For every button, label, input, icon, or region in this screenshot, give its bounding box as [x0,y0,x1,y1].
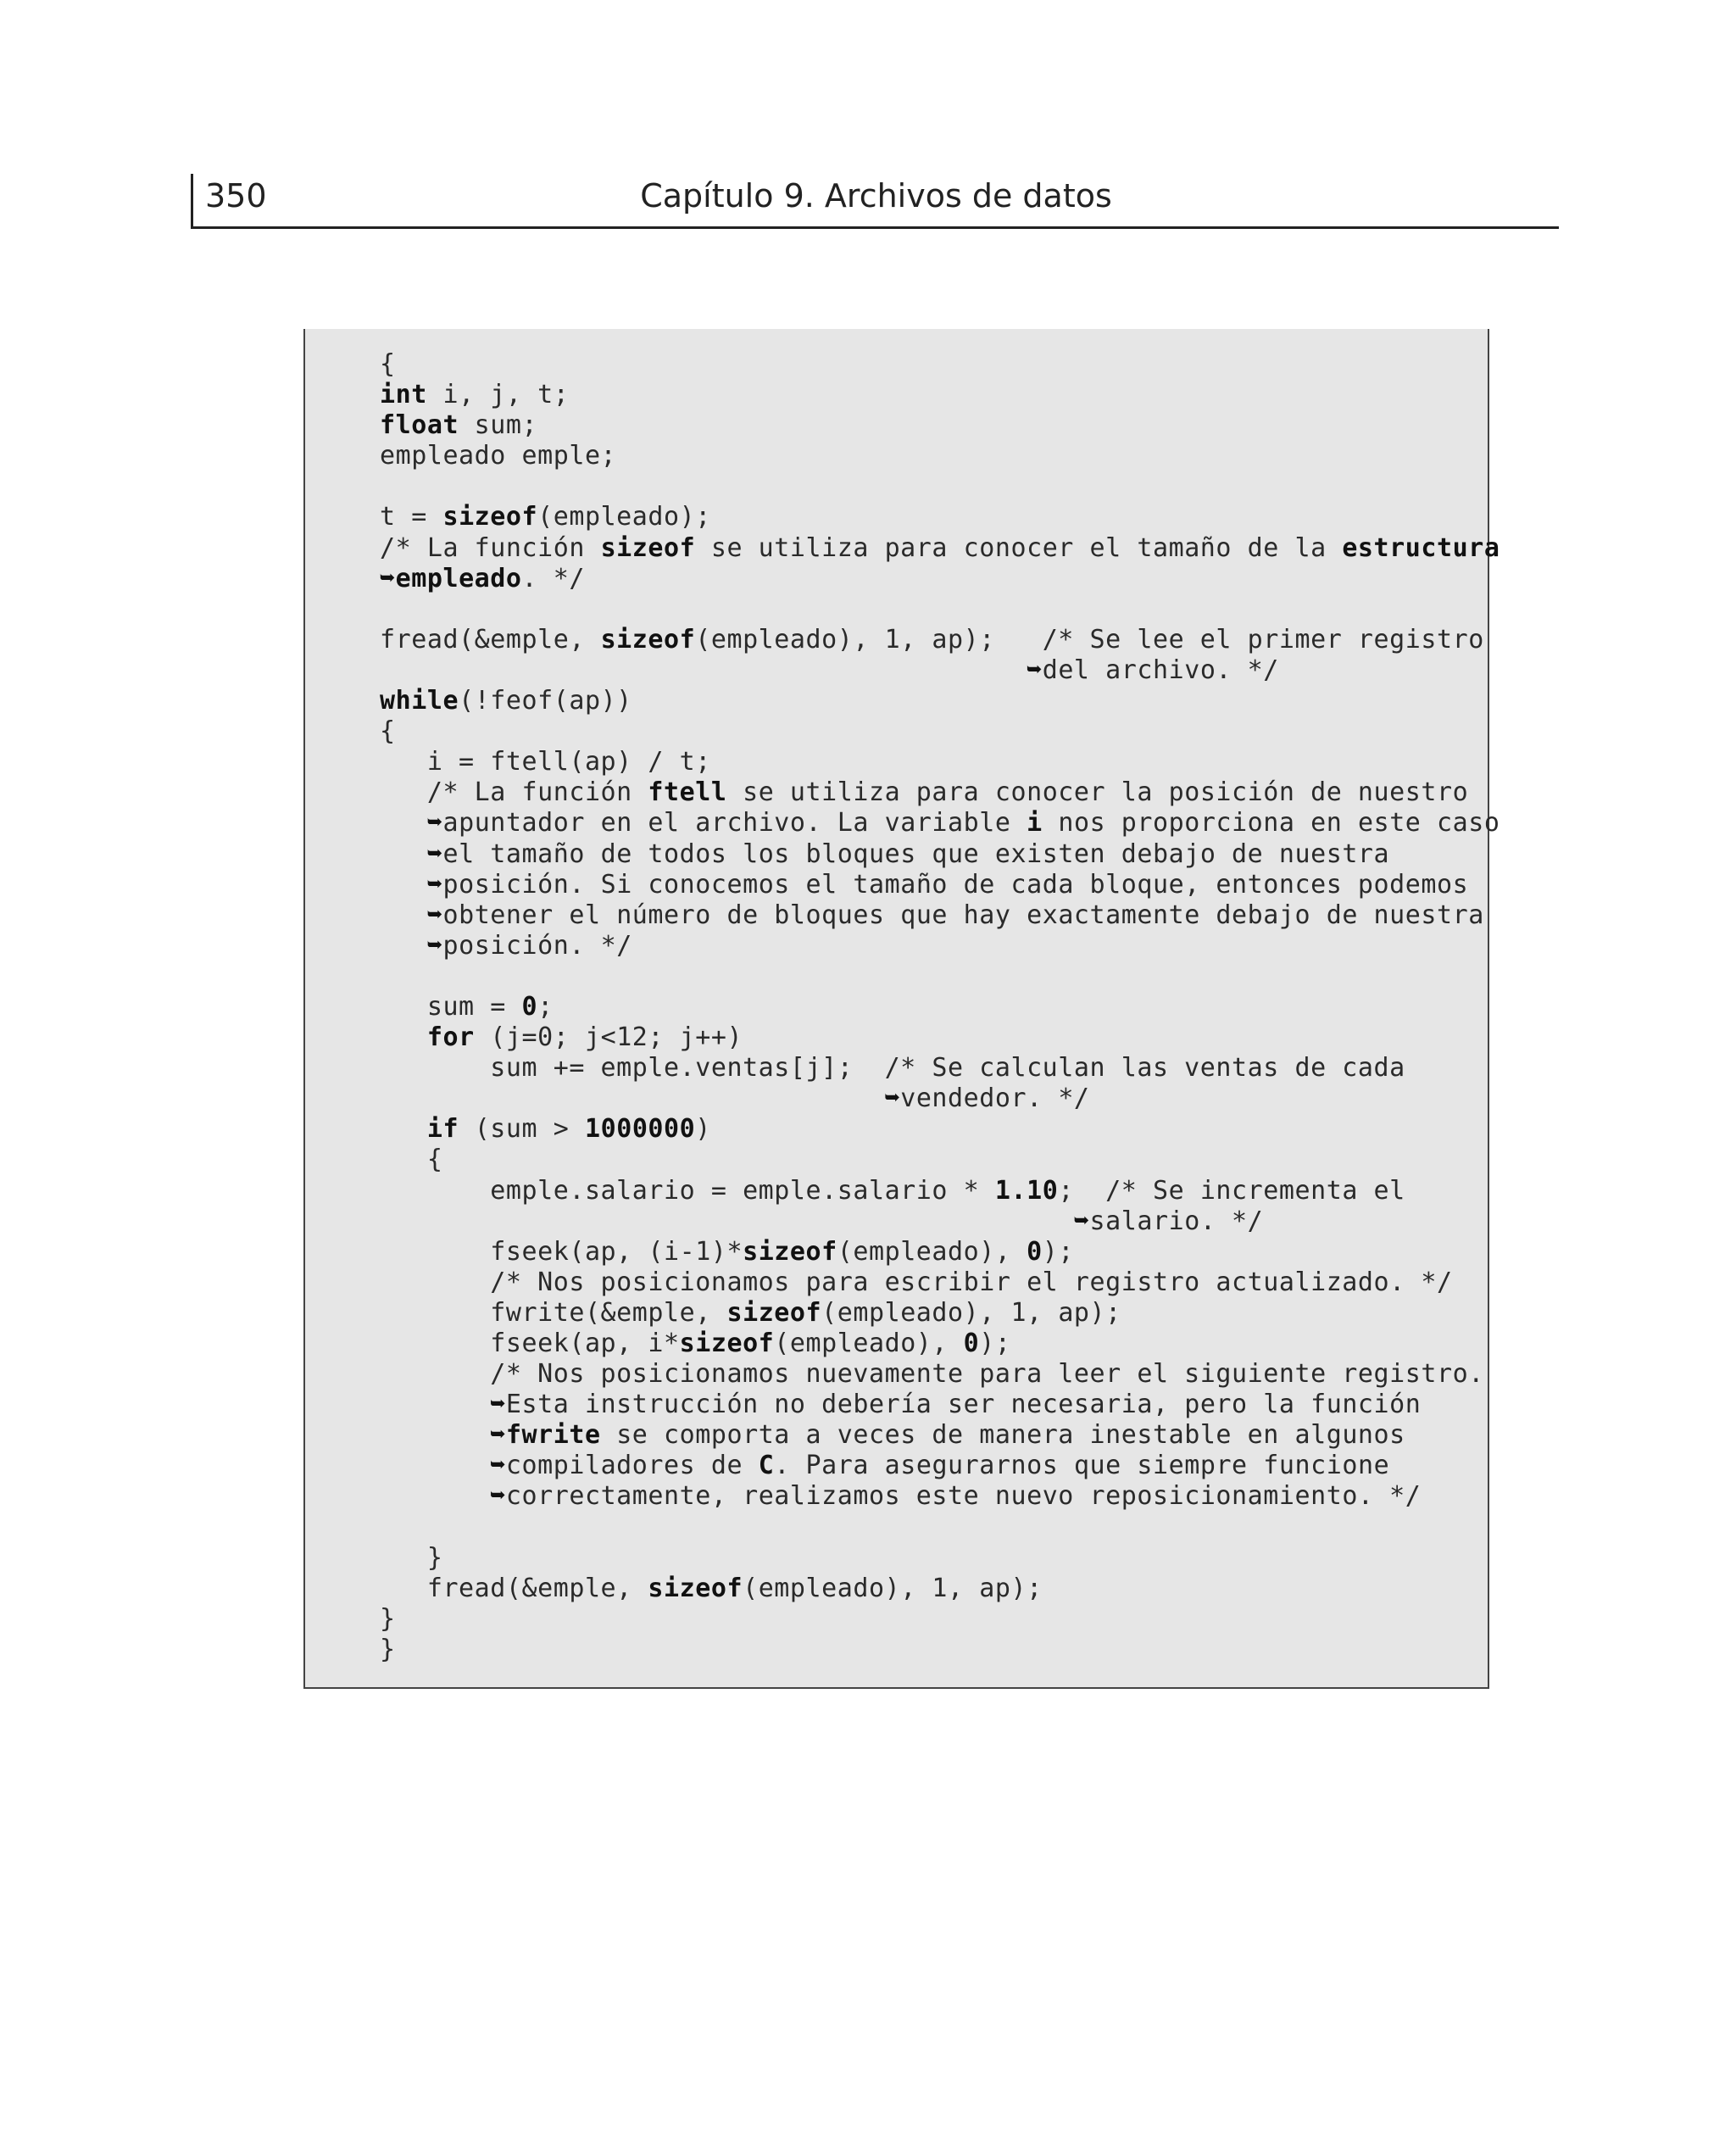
code-text [380,1390,490,1419]
code-line [380,594,1500,625]
code-line [380,1145,1500,1175]
code-text: t = [380,502,443,532]
code-text: (empleado), 1, ap); [821,1297,1121,1328]
code-text: obtener el número de bloques que hay exactamente debajo de nuestra [442,900,1484,930]
code-text: se utiliza para conocer la posición de nuestro [726,777,1469,808]
code-keyword: ftell [648,777,727,808]
code-text: fwrite(&emple, [380,1297,727,1328]
code-line [380,1206,1500,1237]
code-keyword: fwrite [505,1420,601,1451]
code-line [380,777,1500,808]
code-line [380,870,1500,900]
code-text: sum += emple.ventas[j]; /* Se calculan las ventas de cada [380,1053,1405,1084]
code-text: posición. */ [442,930,632,961]
code-text [380,839,427,869]
code-text: (empleado), [837,1236,1027,1267]
code-line [380,1420,1500,1451]
code-line [380,931,1500,961]
line-continuation-arrow-icon: ➥ [490,1390,506,1420]
code-keyword: sizeof [743,1236,837,1267]
code-line [380,747,1500,777]
line-continuation-arrow-icon: ➥ [884,1084,901,1114]
code-text: se comporta a veces de manera inestable en algunos [600,1420,1405,1451]
code-text: { [380,1145,443,1175]
code-line [380,1604,1500,1635]
code-text: } [380,1634,396,1664]
line-continuation-arrow-icon: ➥ [490,1420,506,1451]
code-text: fseek(ap, i* [380,1329,680,1358]
code-listing-box [303,329,1500,1689]
code-keyword: sizeof [600,532,696,563]
line-continuation-arrow-icon: ➥ [426,808,443,838]
code-text: sum; [459,410,538,441]
code-line [380,900,1500,931]
code-line [380,1114,1500,1145]
code-text: ; [537,991,554,1022]
code-text [380,1420,490,1450]
code-line [380,1543,1500,1574]
line-continuation-arrow-icon: ➥ [426,838,443,869]
code-text: /* Nos posicionamos para escribir el registro actualizado. */ [380,1267,1453,1297]
code-keyword: sizeof [679,1329,775,1358]
code-text: (empleado), 1, ap); /* Se lee el primer registro [695,624,1484,655]
code-line [380,808,1500,838]
code-text: posición. Si conocemos el tamaño de cada bloque, entonces podemos [442,869,1469,900]
code-line [380,533,1500,564]
code-text: se utiliza para conocer el tamaño de la [695,532,1343,563]
code-line [380,471,1500,502]
code-text: compiladores de [505,1451,759,1481]
code-line [380,1481,1500,1512]
code-keyword: float [380,410,459,441]
code-keyword: while [380,686,459,716]
code-keyword: 1.10 [994,1175,1059,1206]
code-text: apuntador en el archivo. La variable [442,808,1027,838]
code-text: } [380,1603,396,1634]
code-text: emple.salario = emple.salario * [380,1175,995,1206]
code-text: . Para asegurarnos que siempre funcione [774,1451,1390,1481]
code-text: (empleado); [537,502,711,532]
code-text [380,870,427,900]
code-line [380,441,1500,471]
code-line [380,1084,1500,1114]
code-text: (!feof(ap)) [459,686,632,716]
code-line [380,961,1500,992]
code-keyword: if [426,1114,459,1145]
code-keyword: i [1027,808,1043,838]
code-text: Esta instrucción no debería ser necesaria, pero la función [505,1390,1422,1420]
running-head [191,174,1559,229]
code-text: fseek(ap, (i-1)* [380,1236,743,1267]
code-text: fread(&emple, [380,624,601,655]
code-text: i = ftell(ap) / t; [380,747,711,777]
code-line [380,1574,1500,1604]
code-keyword: 0 [521,991,538,1022]
code-text: /* Nos posicionamos nuevamente para leer el siguiente registro. [380,1359,1484,1390]
code-text [380,1451,490,1480]
code-line [380,349,1500,380]
code-line [380,1298,1500,1329]
line-continuation-arrow-icon: ➥ [426,869,443,900]
code-text: i, j, t; [426,380,570,410]
code-line [380,1390,1500,1420]
code-line [380,1022,1500,1053]
code-text: . */ [521,563,585,593]
line-continuation-arrow-icon: ➥ [426,930,443,961]
code-text [380,1206,1074,1236]
code-line [380,1513,1500,1543]
code-text: ; /* Se incrementa el [1058,1175,1405,1206]
code-text: { [380,349,396,379]
code-line [380,1359,1500,1390]
code-text [380,808,427,838]
code-keyword: empleado [395,563,522,593]
code-text: sum = [380,991,522,1022]
code-line [380,686,1500,716]
line-continuation-arrow-icon: ➥ [490,1451,506,1481]
code-keyword: sizeof [442,502,538,532]
code-keyword: for [426,1022,475,1053]
code-text: fread(&emple, [380,1573,648,1603]
code-keyword: 0 [963,1329,980,1358]
code-text: (empleado), 1, ap); [743,1573,1043,1603]
code-keyword: estructura [1342,532,1500,563]
code-line [380,380,1500,410]
code-keyword: sizeof [648,1573,743,1603]
code-text [380,1084,885,1113]
code-keyword: 0 [1027,1236,1043,1267]
code-text: empleado emple; [380,441,617,471]
code-text: el tamaño de todos los bloques que existen debajo de nuestra [442,838,1390,869]
code-text [380,931,427,961]
code-text [380,900,427,930]
code-text: { [380,716,396,747]
code-line [380,1176,1500,1206]
code-line [380,502,1500,532]
code-keyword: C [758,1451,775,1481]
code-text [380,655,1027,685]
code-text [380,1022,427,1052]
code-keyword: 1000000 [584,1114,696,1145]
code-line [380,564,1500,594]
code-text: salario. */ [1089,1206,1264,1236]
code-text: } [380,1542,443,1573]
line-continuation-arrow-icon: ➥ [380,563,396,593]
code-line [380,1451,1500,1481]
code-text: /* La función [380,777,648,808]
line-continuation-arrow-icon: ➥ [490,1481,506,1512]
chapter-title: Capítulo 9. Archivos de datos [640,177,1112,214]
code-line [380,1237,1500,1267]
code-text: ); [1042,1236,1074,1267]
code-keyword: sizeof [726,1297,822,1328]
code-text [380,1114,427,1144]
code-line [380,655,1500,686]
code-text: correctamente, realizamos este nuevo reposicionamiento. */ [505,1481,1422,1512]
code-text: ) [695,1114,711,1145]
code-text: (empleado), [774,1329,964,1358]
line-continuation-arrow-icon: ➥ [1027,655,1043,685]
code-keyword: sizeof [600,624,696,655]
code-text: del archivo. */ [1042,655,1279,685]
line-continuation-arrow-icon: ➥ [426,900,443,930]
code-line [380,839,1500,870]
line-continuation-arrow-icon: ➥ [1073,1206,1090,1236]
code-listing [380,349,1500,1665]
code-line [380,1267,1500,1298]
code-text: nos proporciona en este caso [1042,808,1500,838]
code-line [380,410,1500,441]
code-text: (sum > [459,1114,585,1145]
code-text: vendedor. */ [900,1084,1090,1114]
code-line [380,992,1500,1022]
code-keyword: int [380,380,427,410]
code-text: (j=0; j<12; j++) [474,1022,743,1053]
code-text [380,1481,490,1511]
code-line [380,625,1500,655]
code-line [380,1329,1500,1359]
code-line [380,1053,1500,1084]
code-line [380,716,1500,747]
page-number: 350 [205,177,267,214]
code-line [380,1635,1500,1665]
code-text: ); [979,1329,1011,1358]
code-text: /* La función [380,532,601,563]
